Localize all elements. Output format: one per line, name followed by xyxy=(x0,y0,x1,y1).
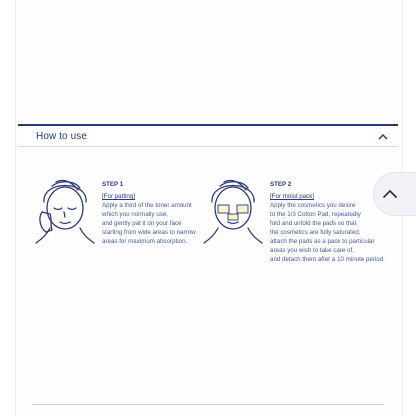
chevron-up-icon[interactable] xyxy=(376,129,390,143)
face-moist-pack-illustration xyxy=(198,168,268,244)
step-2-line: the cosmetics are fully saturated, xyxy=(270,229,361,236)
step-2-subtitle: [For moist pack] xyxy=(270,193,315,200)
step-2-line: and detach them after a 10 minute period. xyxy=(270,256,385,263)
step-2-line: to the 1/3 Cotton Pad, repeatedly xyxy=(270,211,361,218)
step-1-line: which you normally use, xyxy=(102,211,169,218)
face-patting-illustration xyxy=(30,168,100,244)
step-2-line: Apply the cosmetics you desire xyxy=(270,202,356,209)
step-2-line: areas you wish to take care of, xyxy=(270,247,354,254)
step-1-subtitle: [For patting] xyxy=(102,193,136,200)
step-1-line: and gently pat it on your face xyxy=(102,220,182,227)
step-1-line: Apply a third of the toner amount xyxy=(102,202,192,209)
accordion-title: How to use xyxy=(36,130,88,142)
scroll-to-top-button[interactable] xyxy=(373,172,416,216)
step-2-line: fold and unfold the pads so that xyxy=(270,220,357,227)
step-2-line: attach the pads as a pack to particular xyxy=(270,238,375,245)
step-1-line: areas for maximum absorption. xyxy=(102,238,188,245)
step-2-label: STEP 2 xyxy=(270,181,292,188)
how-to-use-accordion-header[interactable] xyxy=(18,126,398,147)
step-1-line: starting from wide areas to narrow xyxy=(102,229,196,236)
step-1-label: STEP 1 xyxy=(102,181,124,188)
bottom-divider xyxy=(32,404,384,405)
chevron-up-icon xyxy=(382,189,398,199)
